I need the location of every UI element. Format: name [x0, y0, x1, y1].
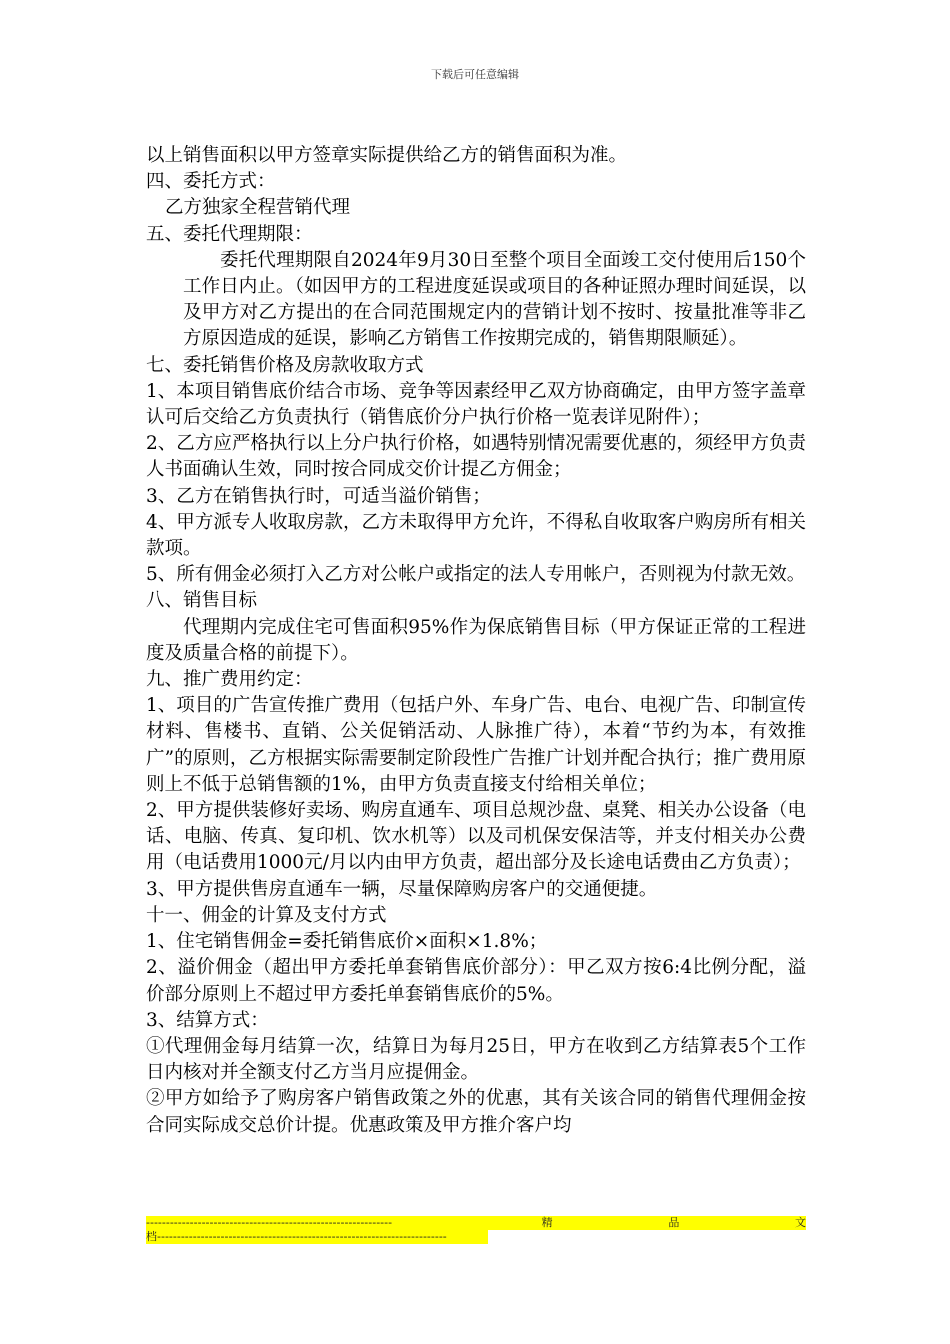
list-item: 1、本项目销售底价结合市场、竞争等因素经甲乙双方协商确定，由甲方签字盖章认可后交给乙方负责执行（销售底价分户执行价格一览表详见附件）； — [146, 380, 806, 429]
section-heading: 八、销售目标 — [146, 590, 258, 612]
footer-line-2 — [146, 1230, 488, 1244]
footer-line-1 — [146, 1216, 806, 1230]
section-heading: 九、推广费用约定： — [146, 669, 313, 691]
section-heading: 五、委托代理期限： — [146, 223, 313, 245]
section-heading: 七、委托销售价格及房款收取方式 — [146, 354, 424, 376]
footer-char: 品 — [668, 1216, 680, 1229]
section-heading: 十一、佣金的计算及支付方式 — [146, 904, 387, 926]
section-heading: 四、委托方式： — [146, 171, 276, 193]
footer-char: 档 — [146, 1230, 157, 1243]
list-item: 4、甲方派专人收取房款，乙方未取得甲方允许，不得私自收取客户购房所有相关款项。 — [146, 511, 806, 560]
list-item: 3、乙方在销售执行时，可适当溢价销售； — [146, 485, 491, 507]
list-item: 1、住宅销售佣金=委托销售底价×面积×1.8%； — [146, 931, 548, 953]
list-item: 2、乙方应严格执行以上分户执行价格，如遇特别情况需要优惠的，须经甲方负责人书面确认生效，同时按合同成交价计提乙方佣金； — [146, 433, 806, 481]
list-item: 3、甲方提供售房直通车一辆，尽量保障购房客户的交通便捷。 — [146, 878, 658, 900]
footer-watermark — [146, 1216, 806, 1244]
list-item: ①代理佣金每月结算一次，结算日为每月25日，甲方在收到乙方结算表5个工作日内核对并全额支付乙方当月应提佣金。 — [146, 1035, 806, 1084]
footer-char: 文 — [794, 1216, 806, 1229]
footer-dashes: ------------------------------------------------------------------------- — [157, 1230, 447, 1243]
paragraph: 代理期内完成住宅可售面积95%作为保底销售目标（甲方保证正常的工程进度及质量合格的前提下）。 — [146, 616, 806, 664]
list-item: 2、甲方提供装修好卖场、购房直通车、项目总规沙盘、桌凳、相关办公设备（电话、电脑、传真、复印机、饮水机等）以及司机保安保洁等，并支付相关办公费用（电话费用1000元/月以内由甲方负责，超出部分及长途电话费由乙方负责）； — [146, 800, 806, 874]
list-item: 2、溢价佣金（超出甲方委托单套销售底价部分）：甲乙双方按6:4比例分配，溢价部分原则上不超过甲方委托单套销售底价的5%。 — [146, 957, 806, 1005]
list-item: 1、项目的广告宣传推广费用（包括户外、车身广告、电台、电视广告、印制宣传材料、售楼书、直销、公关促销活动、人脉推广待），本着“节约为本，有效推广”的原则，乙方根据实际需要制定阶段性广告推广计划并配合执行；推广费用原则上不低于总销售额的1%，由甲方负责直接支付给相关单位； — [146, 695, 806, 795]
page-header: 下载后可任意编辑 — [431, 68, 519, 81]
paragraph: 乙方独家全程营销代理 — [165, 197, 351, 219]
list-item: ②甲方如给予了购房客户销售政策之外的优惠，其有关该合同的销售代理佣金按合同实际成交总价计提。优惠政策及甲方推介客户均 — [146, 1088, 806, 1136]
list-item: 5、所有佣金必须打入乙方对公帐户或指定的法人专用帐户，否则视为付款无效。 — [146, 564, 806, 586]
paragraph: 以上销售面积以甲方签章实际提供给乙方的销售面积为准。 — [146, 145, 628, 166]
list-item: 3、结算方式： — [146, 1009, 269, 1031]
footer-dashes: -------------------------------------------------------------- — [146, 1216, 393, 1229]
document-body — [146, 143, 806, 1139]
paragraph: 委托代理期限自2024年9月30日至整个项目全面竣工交付使用后150个工作日内止。（如因甲方的工程进度延误或项目的各种证照办理时间延误，以及甲方对乙方提出的在合同范围规定内的营销计划不按时、按量批准等非乙方原因造成的延误，影响乙方销售工作按期完成的，销售期限顺延）。 — [183, 249, 806, 350]
footer-char: 精 — [541, 1216, 553, 1229]
